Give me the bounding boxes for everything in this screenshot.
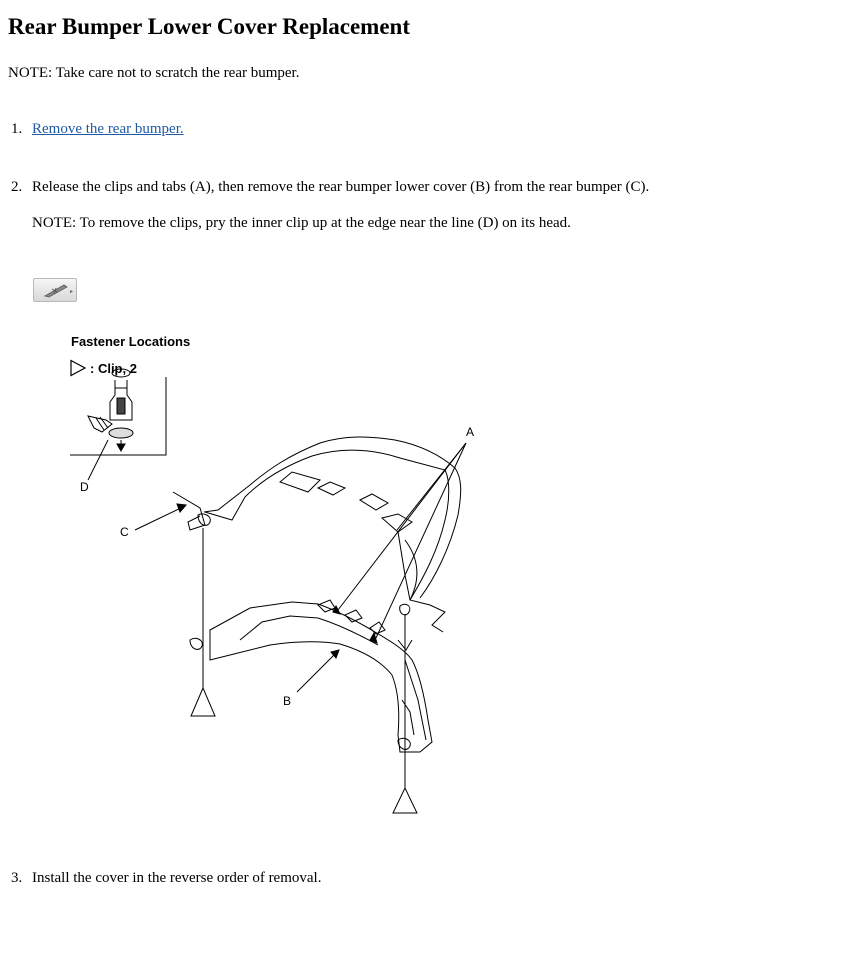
rear-bumper-outline bbox=[173, 437, 461, 632]
lower-cover-outline bbox=[190, 600, 432, 752]
figure-title: Fastener Locations bbox=[71, 334, 191, 349]
step-2-number: 2. bbox=[11, 179, 23, 195]
clip-detail-drawing bbox=[88, 369, 133, 451]
figure-legend-text: : Clip, 2 bbox=[90, 360, 137, 376]
page-title: Rear Bumper Lower Cover Replacement bbox=[8, 14, 410, 39]
callout-c: C bbox=[120, 525, 129, 539]
top-note: NOTE: Take care not to scratch the rear bumper. bbox=[8, 65, 300, 81]
step-2-text: Release the clips and tabs (A), then remove the rear bumper lower cover (B) from the rear bumper (C). bbox=[32, 179, 650, 195]
callout-b: B bbox=[283, 694, 292, 708]
callout-a: A bbox=[466, 425, 475, 439]
step-3-text: Install the cover in the reverse order of removal. bbox=[32, 870, 322, 886]
remove-rear-bumper-link[interactable]: Remove the rear bumper. bbox=[32, 121, 184, 137]
step-2-note: NOTE: To remove the clips, pry the inner clip up at the edge near the line (D) on its head. bbox=[32, 215, 571, 231]
step-1-number: 1. bbox=[11, 121, 23, 137]
step-3-number: 3. bbox=[11, 870, 23, 886]
step-3 bbox=[11, 870, 321, 887]
callout-d: D bbox=[80, 480, 89, 494]
